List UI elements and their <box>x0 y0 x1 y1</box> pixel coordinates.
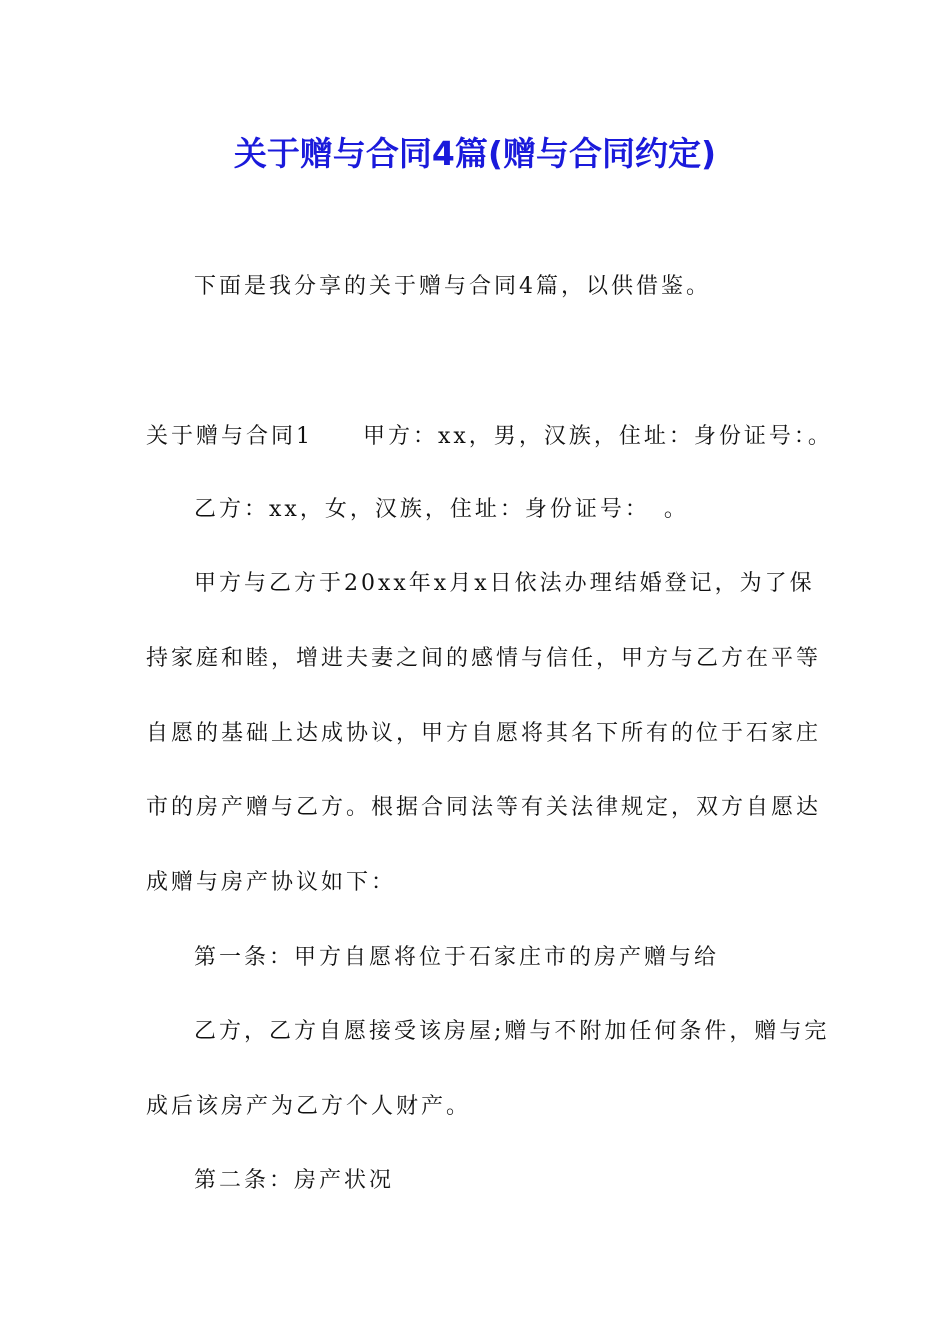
article-two-line: 第二条：房产状况 <box>194 1168 395 1193</box>
intro-paragraph: 下面是我分享的关于赠与合同4篇，以供借鉴。 <box>194 274 711 299</box>
body-line: 甲方与乙方于20xx年x月x日依法办理结婚登记，为了保 <box>194 571 815 596</box>
party-b-line: 乙方：xx，女，汉族，住址：身份证号： 。 <box>194 497 689 522</box>
contract-heading-line: 关于赠与合同1 甲方：xx，男，汉族，住址：身份证号：。 <box>146 424 833 449</box>
body-line: 乙方，乙方自愿接受该房屋;赠与不附加任何条件，赠与完 <box>194 1019 830 1044</box>
body-line: 成赠与房产协议如下： <box>146 870 397 895</box>
body-line: 自愿的基础上达成协议，甲方自愿将其名下所有的位于石家庄 <box>146 721 822 746</box>
body-line: 成后该房产为乙方个人财产。 <box>146 1094 472 1119</box>
article-one-line: 第一条：甲方自愿将位于石家庄市的房产赠与给 <box>194 945 720 970</box>
body-line: 持家庭和睦，增进夫妻之间的感情与信任，甲方与乙方在平等 <box>146 646 822 671</box>
body-line: 市的房产赠与乙方。根据合同法等有关法律规定，双方自愿达 <box>146 795 822 820</box>
document-title: 关于赠与合同4篇(赠与合同约定) <box>233 134 717 173</box>
